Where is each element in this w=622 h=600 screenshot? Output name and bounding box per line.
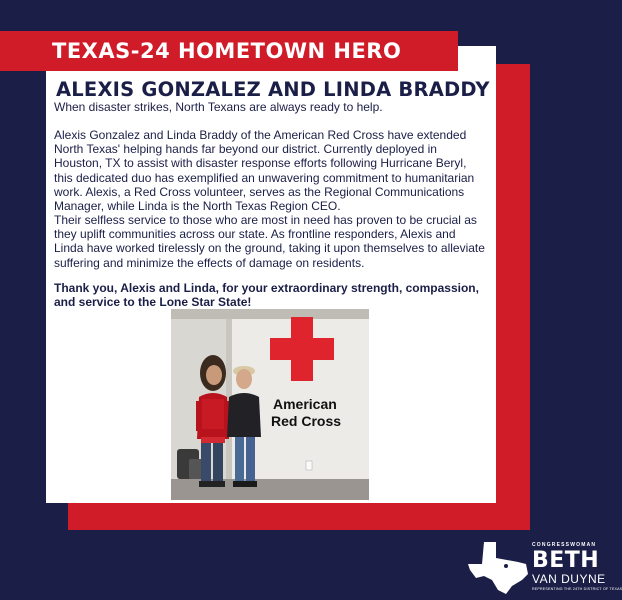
red-cross-photo [171, 309, 369, 500]
closing-text: Thank you, Alexis and Linda, for your extraordinary strength, compassion, and service to the Lone Star State! [54, 281, 479, 310]
headline: ALEXIS GONZALEZ AND LINDA BRADDY [56, 78, 490, 101]
logo-title: CONGRESSWOMAN [532, 542, 597, 548]
texas-map-icon [466, 540, 530, 596]
congresswoman-logo [466, 540, 622, 596]
wall-text-american: American [273, 396, 337, 412]
paragraph-2: Their selfless service to those who are most in need has proven to be crucial as they uplift communities across our state. As frontline responders, Alexis and Linda have worked tirelessly on the ground, taking it upon themselves to alleviate suffering and minimize the effects of damage on residents. [54, 213, 485, 270]
logo-tagline: REPRESENTING THE 24TH DISTRICT OF TEXAS [532, 587, 622, 591]
logo-surname: VAN DUYNE [532, 572, 606, 586]
banner-title: TEXAS-24 HOMETOWN HERO [52, 39, 402, 63]
wall-text-red-cross: Red Cross [271, 413, 342, 429]
intro-text: When disaster strikes, North Texans are always ready to help. [54, 100, 383, 114]
paragraph-1: Alexis Gonzalez and Linda Braddy of the American Red Cross have extended North Texas' helping hands far beyond our district. Currently deployed in Houston, TX to assist with disaster response efforts following Hurricane Beryl, this dedicated duo has exemplified an unwavering commitment to humanitarian work. Alexis, a Red Cross volunteer, serves as the Regional Communications Manager, while Linda is the North Texas Region CEO. [54, 128, 475, 214]
logo-name: BETH [532, 548, 600, 573]
